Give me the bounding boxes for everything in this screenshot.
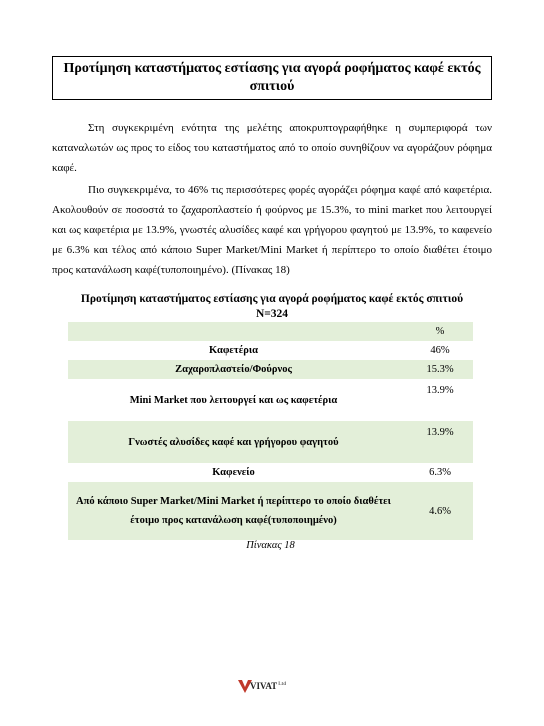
table-row — [68, 379, 473, 421]
table-row — [68, 341, 473, 360]
table-title: Προτίμηση καταστήματος εστίασης για αγορά ροφήματος καφέ εκτός σπιτιού — [80, 293, 464, 305]
header-label-cell — [68, 322, 399, 341]
row-value: 15.3% — [426, 364, 454, 375]
table-row — [68, 463, 473, 482]
table-sample-size: N=324 — [255, 308, 289, 320]
footer-logo — [237, 676, 307, 696]
table-title-block — [52, 292, 492, 322]
row-label: Από κάποιο Super Market/Mini Market ή περίπτερο το οποίο διαθέτει έτοιμο προς κατανάλωση καφέ(τυποποιημένο) — [76, 496, 391, 526]
table-header-row — [68, 322, 473, 341]
row-value: 6.3% — [429, 467, 451, 478]
row-label: Καφετέρια — [209, 345, 258, 356]
table-caption: Πίνακας 18 — [246, 540, 295, 551]
section-title-box — [52, 56, 492, 100]
row-value: 13.9% — [426, 427, 454, 438]
details-paragraph: Πιο συγκεκριμένα, το 46% τις περισσότερες φορές αγοράζει ρόφημα καφέ από καφετέρια. Ακολουθούν σε ποσοστά το ζαχαροπλαστείο ή φούρνος με 15.3%, το mini market που λειτουργεί και ως καφετέρια με 13.9%, γνωστές αλυσίδες καφέ και γρήγορου φαγητού με 13.9%, το καφενείο με 6.3% και τέλος από κάποιο Super Market/Mini Market ή περίπτερο το οποίο διαθέτει έτοιμο προς κατανάλωση καφέ(τυποποιημένο). (Πίνακας 18) — [52, 184, 492, 276]
row-value: 4.6% — [429, 505, 451, 517]
table-row — [68, 421, 473, 463]
logo-wordmark: $VIVAT^{Ltd}$ — [250, 681, 286, 691]
row-label: Καφενείο — [212, 467, 255, 478]
row-label: Γνωστές αλυσίδες καφέ και γρήγορου φαγητού — [128, 436, 339, 448]
row-label: Mini Market που λειτουργεί και ως καφετέρια — [129, 394, 338, 406]
row-value: 13.9% — [426, 385, 454, 396]
header-percent-cell: % — [435, 326, 445, 337]
intro-paragraph: Στη συγκεκριμένη ενότητα της μελέτης αποκρυπτογραφήθηκε η συμπεριφορά των καταναλωτών ως προς το είδος του καταστήματος από το οποίο συνηθίζουν να αγοράζουν ρόφημα καφέ. — [52, 122, 492, 174]
section-title: Προτίμηση καταστήματος εστίασης για αγορά ροφήματος καφέ εκτός σπιτιού — [63, 61, 481, 94]
row-value: 46% — [430, 345, 450, 356]
preference-table — [68, 322, 473, 540]
table-row — [68, 360, 473, 379]
row-label: Ζαχαροπλαστείο/Φούρνος — [175, 364, 292, 375]
table-row — [68, 482, 473, 540]
